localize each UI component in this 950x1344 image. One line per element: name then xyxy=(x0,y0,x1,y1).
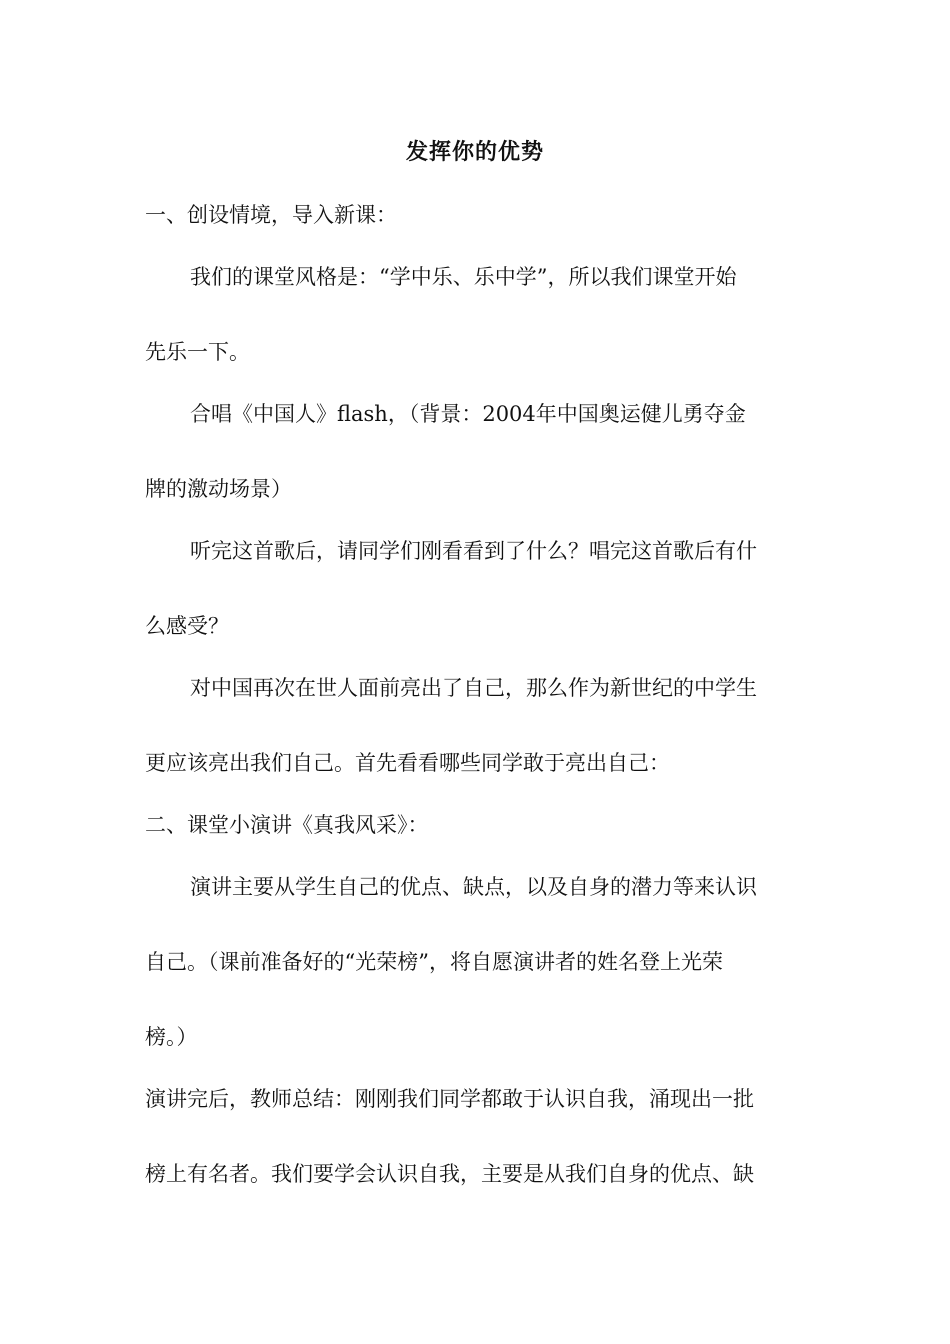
paragraph-line: 演讲完后，教师总结：刚刚我们同学都敢于认识自我，涌现出一批 xyxy=(145,1087,754,1111)
paragraph-line: 听完这首歌后，请同学们刚看看到了什么？唱完这首歌后有什 xyxy=(190,539,757,563)
section-heading-2: 二、课堂小演讲《真我风采》： xyxy=(145,813,429,837)
paragraph-line: 牌的激动场景） xyxy=(145,477,292,501)
document-title: 发挥你的优势 xyxy=(405,139,544,165)
paragraph-line: 合唱《中国人》flash，（背景：2004年中国奥运健儿勇夺金 xyxy=(190,402,746,426)
paragraph-line: 么感受？ xyxy=(145,614,229,638)
paragraph-line: 演讲主要从学生自己的优点、缺点，以及自身的潜力等来认识 xyxy=(190,875,757,899)
paragraph-line: 对中国再次在世人面前亮出了自己，那么作为新世纪的中学生 xyxy=(190,676,757,700)
paragraph-line: 榜。） xyxy=(145,1025,198,1049)
paragraph-line: 更应该亮出我们自己。首先看看哪些同学敢于亮出自己： xyxy=(145,751,670,775)
paragraph-line: 自己。（课前准备好的“光荣榜”，将自愿演讲者的姓名登上光荣 xyxy=(145,950,723,974)
paragraph-line: 榜上有名者。我们要学会认识自我，主要是从我们自身的优点、缺 xyxy=(145,1162,754,1186)
paragraph-line: 我们的课堂风格是：“学中乐、乐中学”，所以我们课堂开始 xyxy=(190,265,737,289)
section-heading-1: 一、创设情境，导入新课： xyxy=(145,203,397,227)
paragraph-line: 先乐一下。 xyxy=(145,340,250,364)
